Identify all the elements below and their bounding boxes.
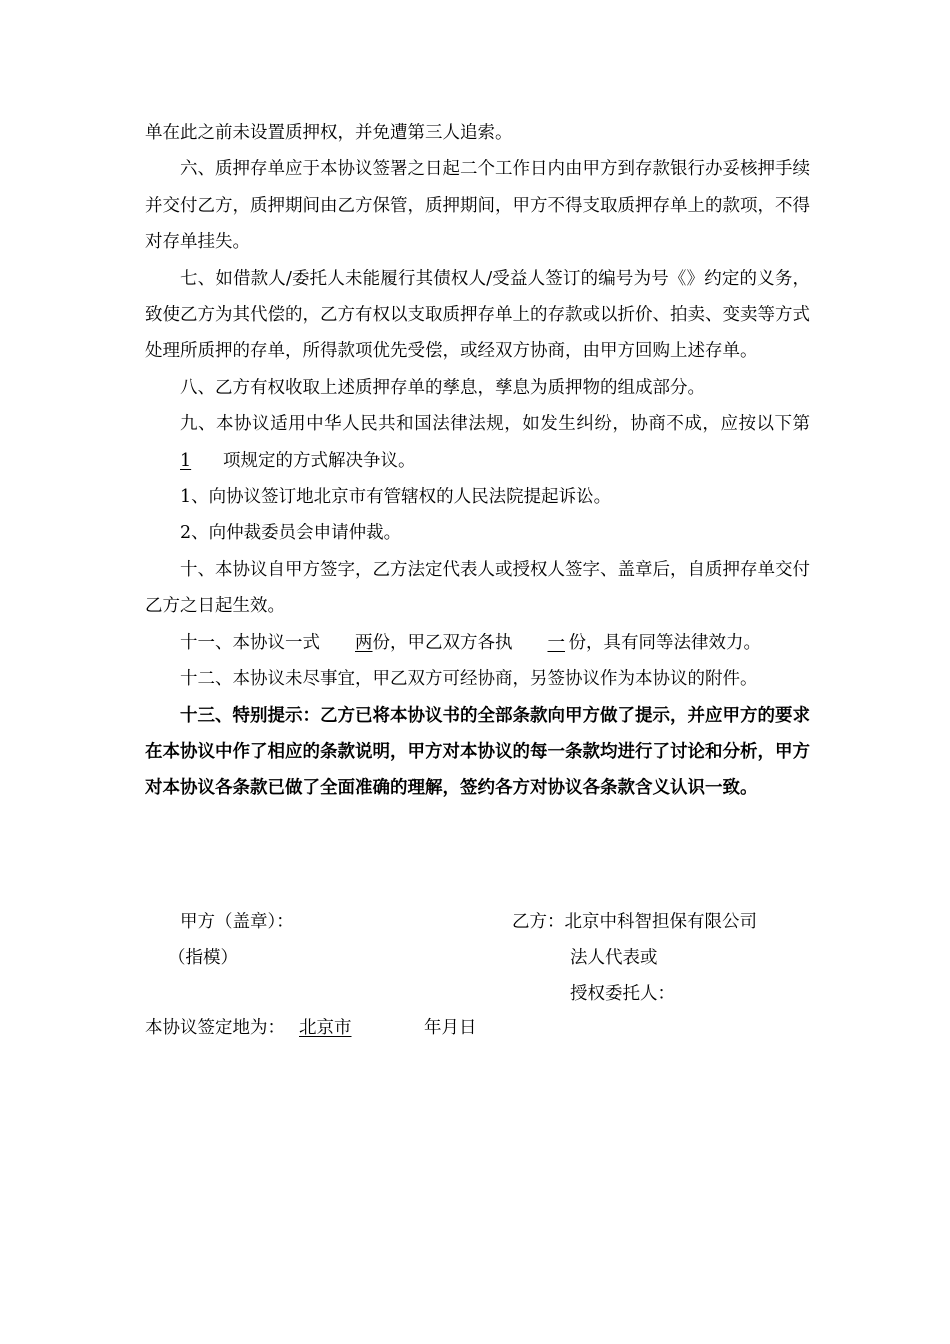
clause-11 [145, 625, 810, 661]
clause-10: 十、本协议自甲方签字，乙方法定代表人或授权人签字、盖章后，自质押存单交付乙方之日起生效。 [145, 559, 810, 617]
clause-11-text-a: 十一、本协议一式 [180, 632, 320, 653]
clause-9-option-1: 1、向协议签订地北京市有管辖权的人民法院提起诉讼。 [180, 487, 612, 508]
signing-place-label: 本协议签定地为： [145, 1018, 285, 1038]
clause-8: 八、乙方有权收取上述质押存单的孳息，孳息为质押物的组成部分。 [180, 377, 705, 398]
party-a-label: 甲方（盖章）： [180, 912, 294, 932]
clause-13-special-notice: 十三、特别提示：乙方已将本协议书的全部条款向甲方做了提示，并应甲方的要求在本协议中作了相应的条款说明，甲方对本协议的每一条款均进行了讨论和分析，甲方对本协议各条款已做了全面准确的理解，签约各方对协议各条款含义认识一致。 [145, 705, 810, 799]
clause-9-text-before: 九、本协议适用中华人民共和国法律法规，如发生纠纷，协商不成，应按以下第 [180, 414, 810, 435]
clause-12: 十二、本协议未尽事宜，甲乙双方可经协商，另签协议作为本协议的附件。 [180, 669, 758, 690]
clause-6: 六、质押存单应于本协议签署之日起二个工作日内由甲方到存款银行办妥核押手续并交付乙方，质押期间由乙方保管，质押期间，甲方不得支取质押存单上的款项，不得对存单挂失。 [145, 159, 810, 253]
party-a-fingerprint: （指模） [168, 948, 238, 968]
clause-9 [145, 406, 810, 479]
agreement-body [145, 115, 810, 807]
party-b-representative: 法人代表或 [570, 948, 658, 968]
copies-each-blank: 一 [547, 632, 565, 653]
dispute-option-blank: 1 [180, 450, 192, 471]
clause-11-text-c: 份，具有同等法律效力。 [568, 632, 761, 653]
signing-date-label: 年月日 [424, 1018, 477, 1038]
party-b-label: 乙方：北京中科智担保有限公司 [512, 912, 757, 932]
clause-9-option-2: 2、向仲裁委员会申请仲裁。 [180, 523, 402, 544]
clause-5-continuation: 单在此之前未设置质押权，并免遭第三人追索。 [145, 123, 513, 143]
copies-total-blank: 两 [355, 632, 373, 653]
clause-7: 七、如借款人/委托人未能履行其债权人/受益人签订的编号为号《》约定的义务，致使乙方为其代偿的，乙方有权以支取质押存单上的存款或以折价、拍卖、变卖等方式处理所质押的存单，所得款项优先受偿，或经双方协商，由甲方回购上述存单。 [145, 268, 810, 362]
signing-place-value: 北京市 [299, 1018, 352, 1038]
clause-9-text-after: 项规定的方式解决争议。 [223, 450, 416, 471]
signing-place-line [145, 1018, 477, 1038]
clause-11-text-b: 份，甲乙双方各执 [372, 632, 513, 653]
party-b-authorized-agent: 授权委托人： [570, 984, 675, 1004]
